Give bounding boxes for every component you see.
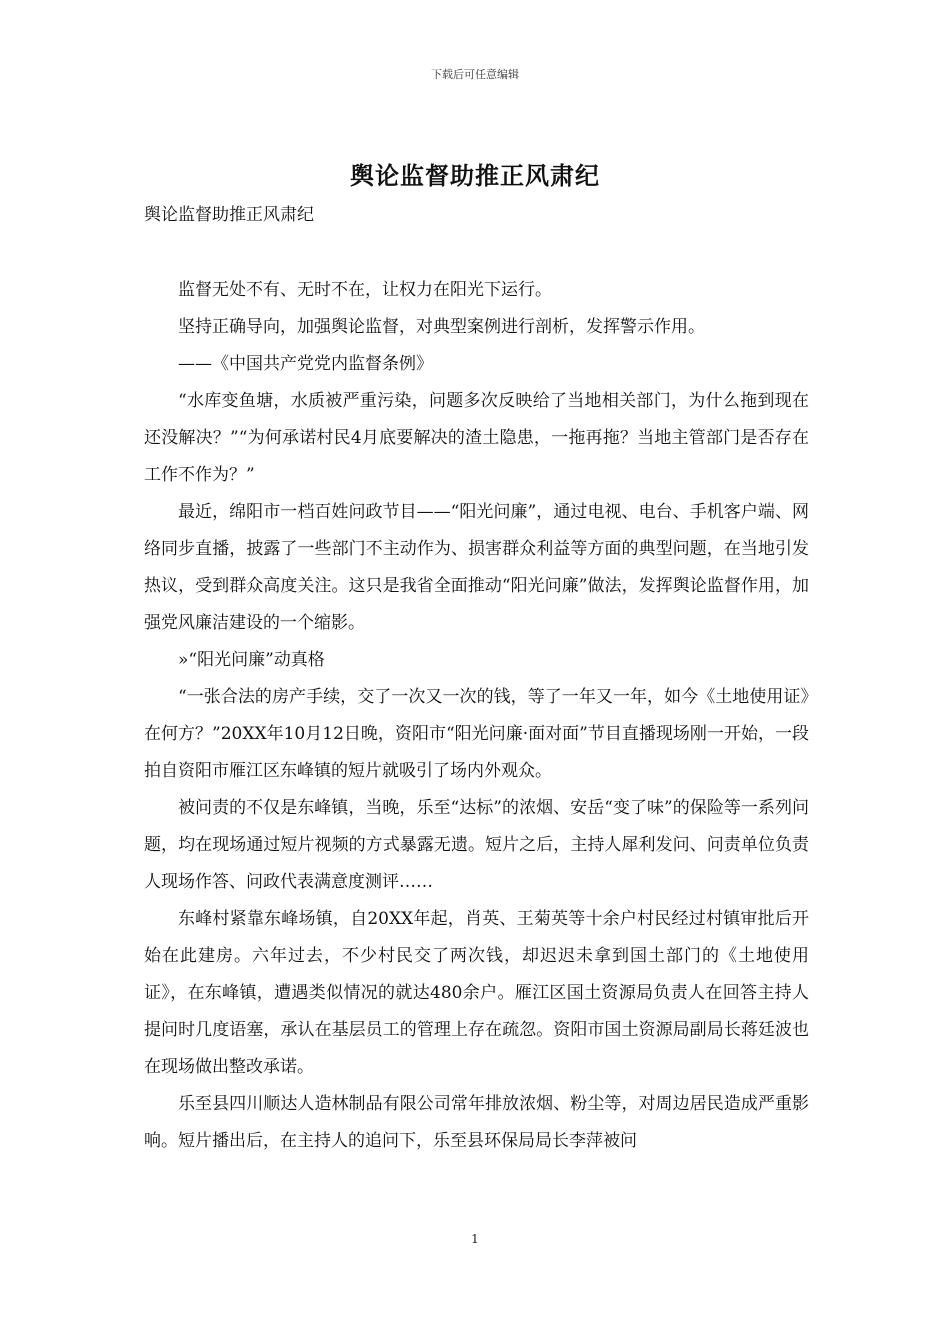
paragraph: “一张合法的房产手续，交了一次又一次的钱，等了一年又一年，如今《土地使用证》在何方？”20XX年10月12日晚，资阳市“阳光问廉·面对面”节目直播现场刚一开始，一段拍自资阳市雁江区东峰镇的短片就吸引了场内外观众。 <box>144 687 809 781</box>
paragraph: 东峰村紧靠东峰场镇，自20XX年起，肖英、王菊英等十余户村民经过村镇审批后开始在此建房。六年过去，不少村民交了两次钱，却迟迟未拿到国土部门的《土地使用证》，在东峰镇，遭遇类似情况的就达480余户。雁江区国土资源局负责人在回答主持人提问时几度语塞，承认在基层员工的管理上存在疏忽。资阳市国土资源局副局长蒋廷波也在现场做出整改承诺。 <box>144 909 809 1077</box>
header-note: 下载后可任意编辑 <box>431 68 519 81</box>
page-number: 1 <box>471 1232 479 1246</box>
paragraph: 被问责的不仅是东峰镇，当晚，乐至“达标”的浓烟、安岳“变了味”的保险等一系列问题，均在现场通过短片视频的方式暴露无遗。短片之后，主持人犀利发问、问责单位负责人现场作答、问政代表满意度测评…… <box>144 798 809 892</box>
document-title: 舆论监督助推正风肃纪 <box>350 161 600 190</box>
paragraph: ——《中国共产党党内监督条例》 <box>178 354 433 374</box>
section-heading: »“阳光问廉”动真格 <box>178 650 325 670</box>
document-body <box>144 272 809 1160</box>
paragraph: 监督无处不有、无时不在，让权力在阳光下运行。 <box>178 280 552 300</box>
paragraph: “水库变鱼塘，水质被严重污染，问题多次反映给了当地相关部门，为什么拖到现在还没解决？”“为何承诺村民4月底要解决的渣土隐患，一拖再拖？当地主管部门是否存在工作不作为？” <box>144 391 809 485</box>
paragraph: 最近，绵阳市一档百姓问政节目——“阳光问廉”，通过电视、电台、手机客户端、网络同步直播，披露了一些部门不主动作为、损害群众利益等方面的典型问题，在当地引发热议，受到群众高度关注。这只是我省全面推动“阳光问廉”做法，发挥舆论监督作用，加强党风廉洁建设的一个缩影。 <box>144 502 809 633</box>
document-subtitle: 舆论监督助推正风肃纪 <box>144 205 314 225</box>
paragraph: 乐至县四川顺达人造林制品有限公司常年排放浓烟、粉尘等，对周边居民造成严重影响。短片播出后，在主持人的追问下，乐至县环保局局长李萍被问 <box>144 1094 809 1151</box>
paragraph: 坚持正确导向，加强舆论监督，对典型案例进行剖析，发挥警示作用。 <box>178 317 705 337</box>
